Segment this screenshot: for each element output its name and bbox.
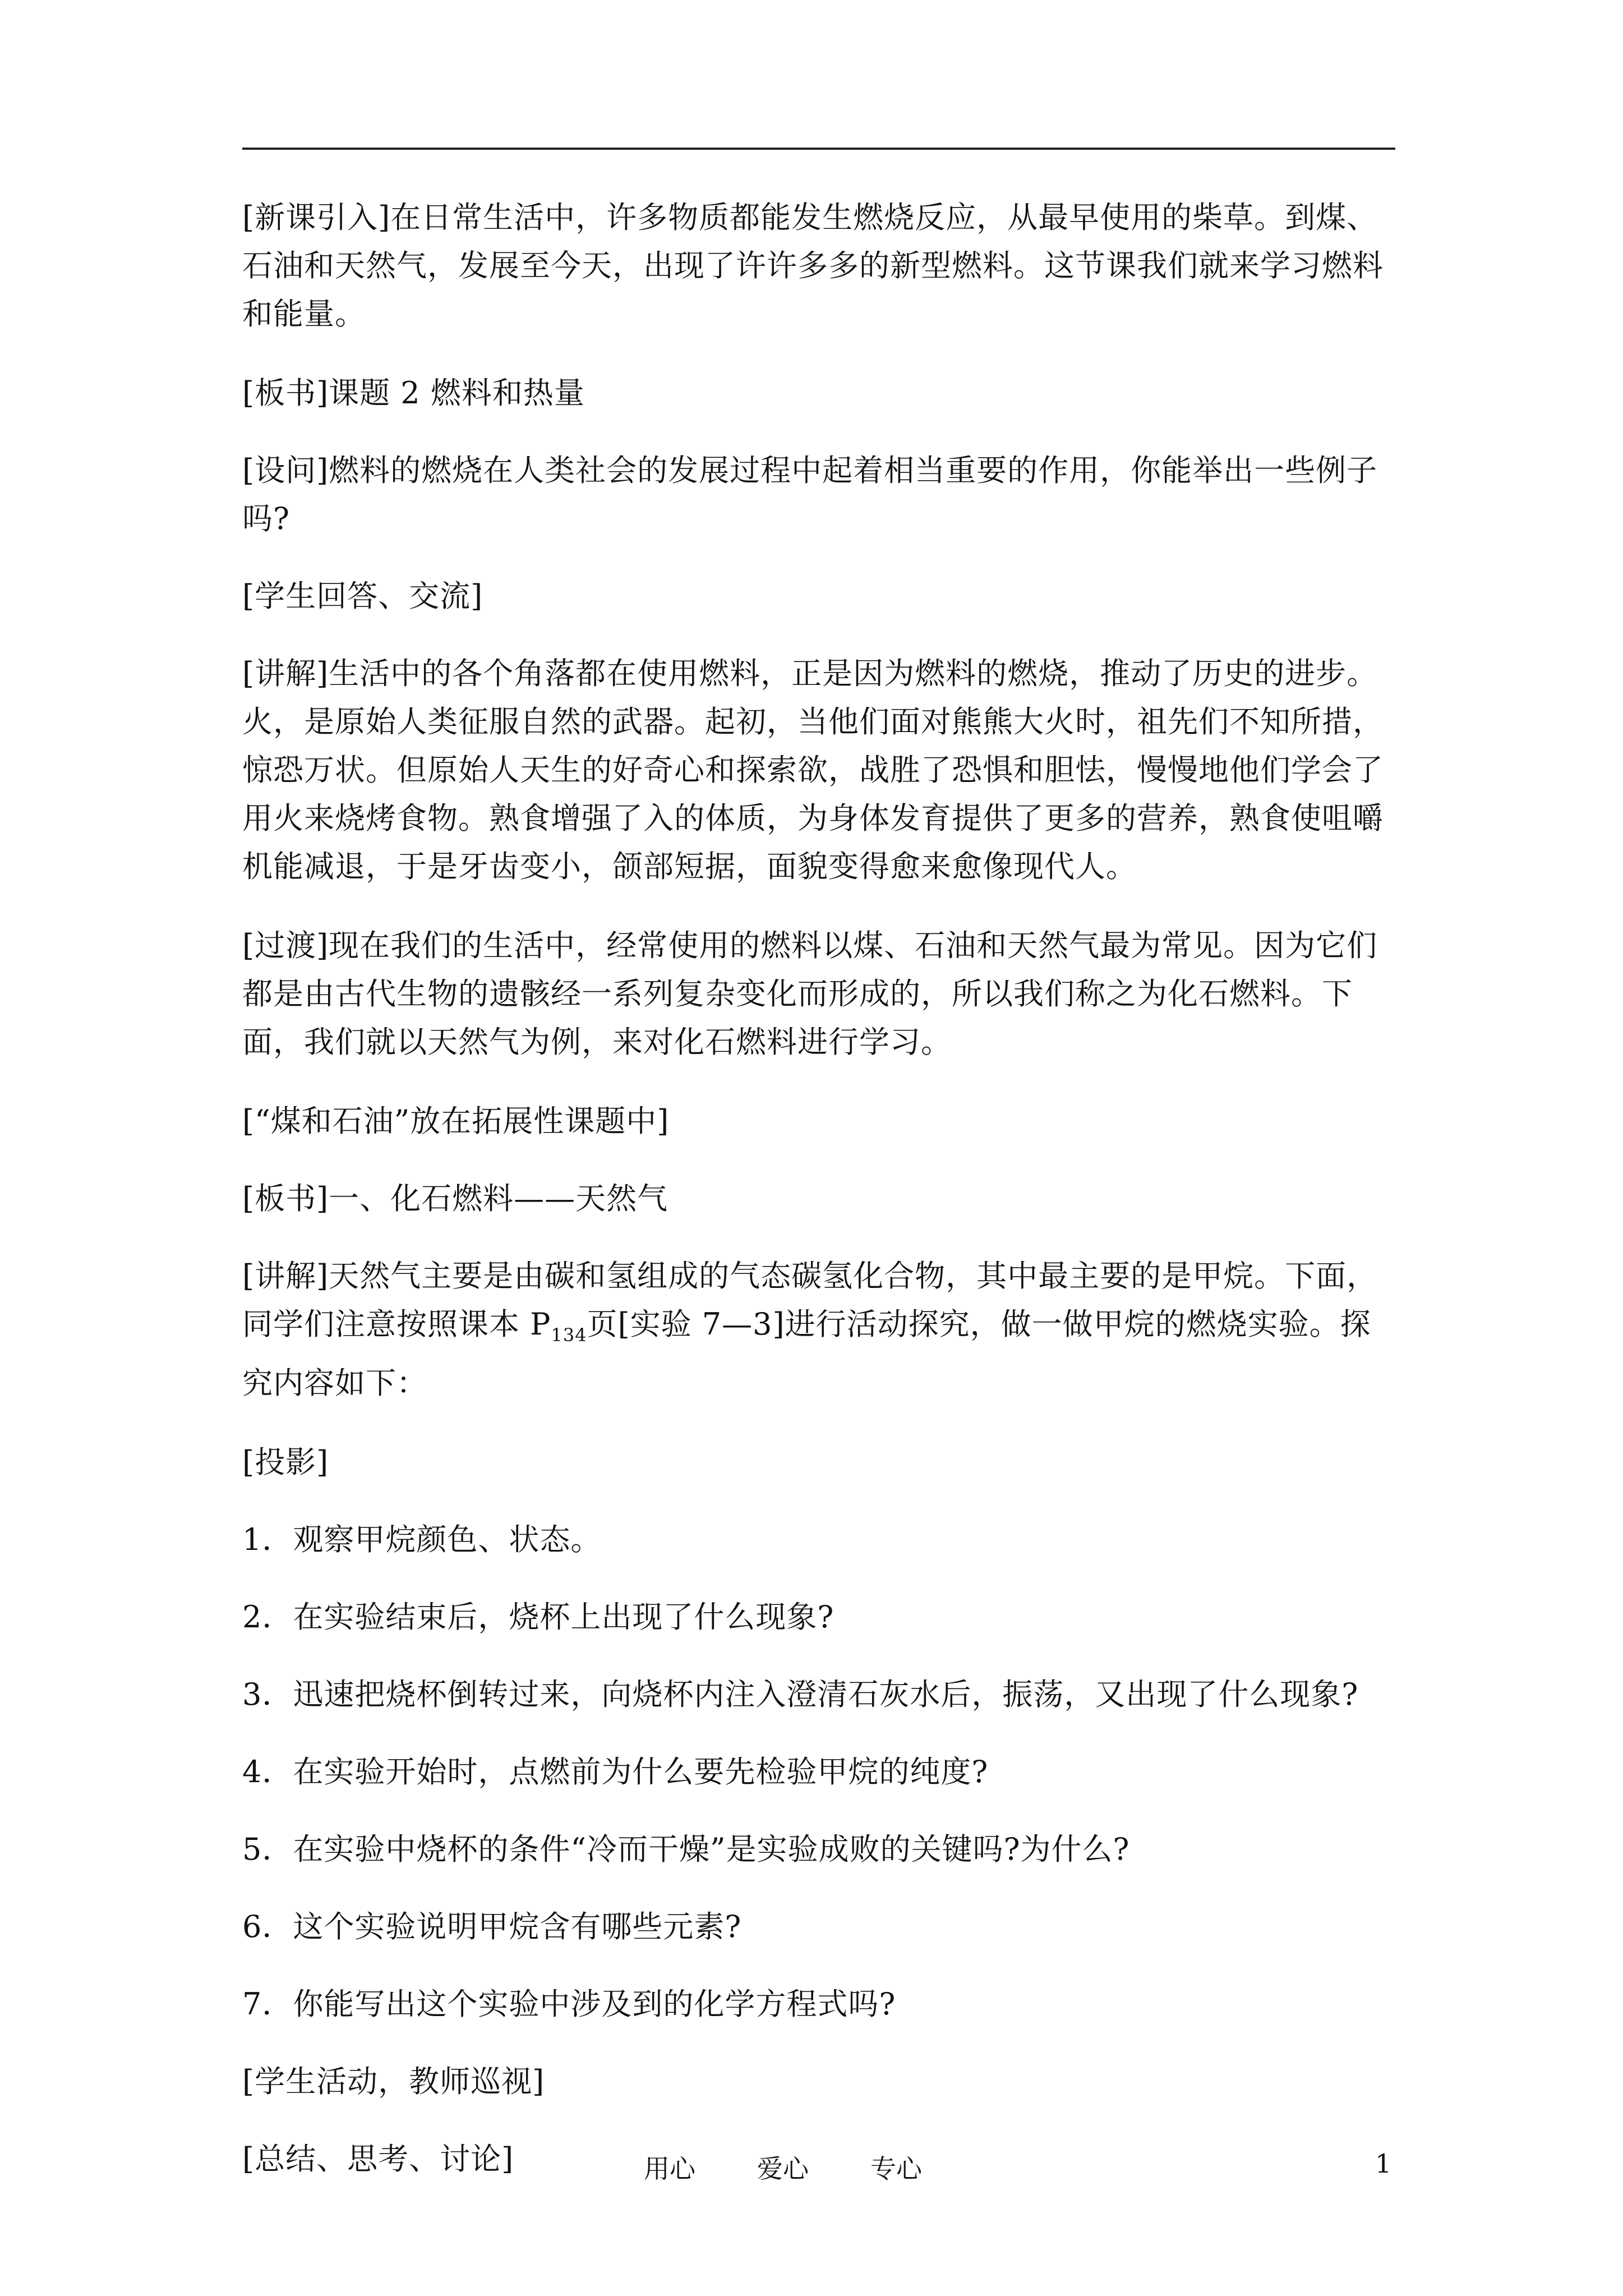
document-body: [242, 194, 1398, 2212]
paragraph-coal-oil-note: [“煤和石油”放在拓展性课题中]: [242, 1103, 670, 1139]
paragraph-summary: [总结、思考、讨论]: [242, 2141, 514, 2177]
paragraph-transition: [过渡]现在我们的生活中，经常使用的燃料以煤、石油和天然气最为常见。因为它们都是由古代生物的遗骸经一系列复杂变化而形成的，所以我们称之为化石燃料。下面，我们就以天然气为例，来对化石燃料进行学习。: [242, 928, 1378, 1060]
paragraph-board-title: [板书]课题 2 燃料和热量: [242, 375, 585, 411]
paragraph-lecture-methane: [242, 1252, 1398, 1407]
footer-motto-1: 用心: [644, 2154, 695, 2184]
footer-motto: [644, 2148, 984, 2185]
question-item: 1．观察甲烷颜色、状态。: [242, 1522, 602, 1557]
paragraph-question: [设问]燃料的燃烧在人类社会的发展过程中起着相当重要的作用，你能举出一些例子吗?: [242, 453, 1378, 536]
question-item: 2．在实验结束后，烧杯上出现了什么现象?: [242, 1599, 834, 1635]
page-footer: [0, 2148, 1623, 2188]
paragraph-student-activity: [学生活动，教师巡视]: [242, 2064, 545, 2099]
methane-text-before: [讲解]天然气主要是由碳和氢组成的气态碳氢化合物，其中最主要的是甲烷。下面，同学们注意按照课本 P: [242, 1258, 1378, 1342]
page-subscript: 134: [551, 1324, 587, 1346]
paragraph-intro: [新课引入]在日常生活中，许多物质都能发生燃烧反应，从最早使用的柴草。到煤、石油和天然气，发展至今天，出现了许许多多的新型燃料。这节课我们就来学习燃料和能量。: [242, 200, 1384, 332]
question-item: 3．迅速把烧杯倒转过来，向烧杯内注入澄清石灰水后，振荡，又出现了什么现象?: [242, 1677, 1359, 1712]
page-number: 1: [1375, 2148, 1392, 2179]
question-item: 6．这个实验说明甲烷含有哪些元素?: [242, 1909, 742, 1944]
footer-motto-3: 专心: [870, 2154, 922, 2184]
paragraph-student-answer: [学生回答、交流]: [242, 578, 483, 614]
question-item: 4．在实验开始时，点燃前为什么要先检验甲烷的纯度?: [242, 1754, 989, 1789]
question-item: 5．在实验中烧杯的条件“冷而干燥”是实验成败的关键吗?为什么?: [242, 1832, 1130, 1867]
paragraph-projection: [投影]: [242, 1444, 329, 1480]
paragraph-lecture-fire: [讲解]生活中的各个角落都在使用燃料，正是因为燃料的燃烧，推动了历史的进步。火，是原始人类征服自然的武器。起初，当他们面对熊熊大火时，祖先们不知所措，惊恐万状。但原始人天生的好奇心和探索欲，战胜了恐惧和胆怯，慢慢地他们学会了用火来烧烤食物。熟食增强了入的体质，为身体发育提供了更多的营养，熟食使咀嚼机能减退，于是牙齿变小，颌部短据，面貌变得愈来愈像现代人。: [242, 656, 1384, 884]
methane-text-after: 页[实验 7—3]进行活动探究，做一做甲烷的燃烧实验。探究内容如下：: [242, 1306, 1371, 1401]
header-rule: [242, 148, 1395, 150]
footer-motto-2: 爱心: [757, 2154, 809, 2184]
question-item: 7．你能写出这个实验中涉及到的化学方程式吗?: [242, 1986, 896, 2022]
paragraph-board-fossil-fuel: [板书]一、化石燃料——天然气: [242, 1181, 668, 1216]
